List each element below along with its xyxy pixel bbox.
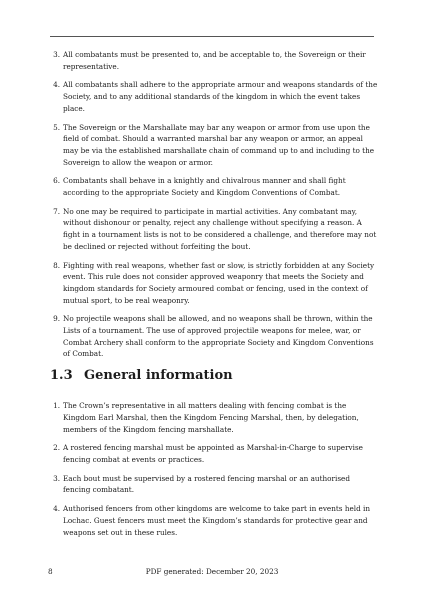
page-number: 8 (48, 567, 53, 576)
item-text: Fighting with real weapons, whether fast or slow, is strictly forbidden at any Society event. This rule does not consider approved weaponry that meets the Society and kingdom standards for Society armoured combat or fencing, used in the context of mutual sport, to be real weaponry. (63, 260, 375, 305)
generated-date: PDF generated: December 20, 2023 (145, 567, 279, 576)
item-number: 8. (53, 260, 60, 270)
item-number: 9. (53, 314, 60, 324)
list-item (50, 122, 378, 169)
list-item (50, 206, 378, 253)
list-item (50, 260, 378, 307)
list-item (50, 49, 378, 72)
list-item (50, 400, 378, 435)
list-item (50, 79, 378, 114)
rules-list (50, 49, 378, 360)
item-text: All combatants must be presented to, and be acceptable to, the Sovereign or their representative. (63, 50, 366, 71)
list-item (50, 313, 378, 360)
item-number: 5. (53, 122, 60, 132)
item-number: 4. (53, 80, 60, 90)
list-item (50, 442, 378, 465)
section-heading (50, 368, 378, 384)
item-text: No projectile weapons shall be allowed, and no weapons shall be thrown, within the Lists of a tournament. The use of approved projectile weapons for melee, war, or Combat Archery shall conform to the appropriate Society and Kingdom Conventions of Combat. (63, 314, 374, 359)
item-text: Each bout must be supervised by a rostered fencing marshal or an authorised fencing combatant. (63, 473, 350, 495)
page-body (50, 49, 378, 545)
item-text: No one may be required to participate in martial activities. Any combatant may, without dishonour or penalty, reject any challenge without specifying a reason. A fight in a tournament lists is not to be considered a challenge, and therefore may not be declined or rejected without forfeiting the bout. (63, 206, 377, 251)
list-item (50, 175, 378, 198)
general-information-list (50, 400, 378, 538)
item-number: 2. (53, 443, 60, 453)
item-number: 1. (53, 401, 60, 411)
item-text: A rostered fencing marshal must be appointed as Marshal-in-Charge to supervise fencing combat at events or practices. (63, 443, 363, 464)
list-item (50, 473, 378, 496)
item-text: All combatants shall adhere to the appropriate armour and weapons standards of the Society, and to any additional standards of the kingdom in which the event takes place. (63, 80, 378, 113)
section-title: General information (84, 368, 233, 384)
item-number: 4. (53, 504, 60, 514)
item-number: 3. (53, 473, 60, 483)
item-number: 7. (53, 206, 60, 216)
item-text: Combatants shall behave in a knightly and chivalrous manner and shall fight according to the appropriate Society and Kingdom Conventions of Combat. (63, 176, 346, 198)
item-text: The Crown’s representative in all matters dealing with fencing combat is the Kingdom Earl Marshal, then the Kingdom Fencing Marshal, then, by delegation, members of the Kingdom fencing marshallate. (63, 401, 359, 434)
item-text: The Sovereign or the Marshallate may bar any weapon or armor from use upon the field of combat. Should a warranted marshal bar any weapon or armor, an appeal may be via the established marshallate chain of command up to and including to the Sovereign to allow the weapon or armor. (63, 122, 375, 167)
section-number: 1.3 (50, 368, 73, 384)
item-text: Authorised fencers from other kingdoms are welcome to take part in events held in Lochac. Guest fencers must meet the Kingdom’s standards for protective gear and weapons set out in these rules. (63, 504, 371, 537)
header-rule (50, 36, 374, 37)
list-item (50, 503, 378, 538)
item-number: 6. (53, 176, 60, 186)
item-number: 3. (53, 50, 60, 59)
